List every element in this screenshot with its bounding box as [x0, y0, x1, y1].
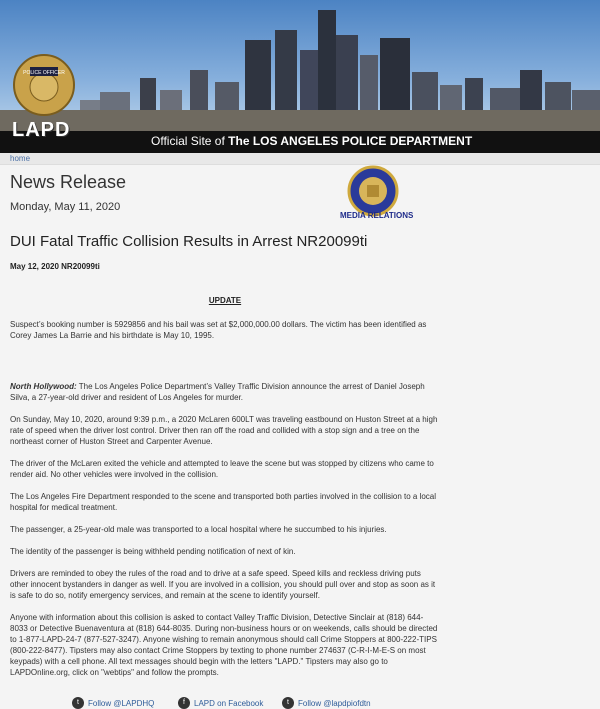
facebook-icon: f — [178, 697, 190, 709]
paragraph-driver: The driver of the McLaren exited the vehicle and attempted to leave the scene but was stopped by citizens who came to render aid. No other vehicles were involved in the collision. — [10, 459, 434, 479]
news-content — [10, 172, 440, 678]
site-title: Official Site of The LOS ANGELES POLICE DEPARTMENT — [151, 134, 473, 148]
lapd-badge-icon — [12, 53, 76, 117]
breadcrumb-home-link[interactable]: home — [10, 154, 31, 163]
paragraph-fire-dept: The Los Angeles Fire Department responded to the scene and transported both parties involved in the collision to a local hospital for medical treatment. — [10, 492, 437, 512]
media-relations-label: MEDIA RELATIONS — [340, 211, 414, 220]
twitter-icon: t — [72, 697, 84, 709]
site-header — [0, 0, 600, 131]
news-headline: DUI Fatal Traffic Collision Results in Arrest NR20099ti — [10, 233, 368, 250]
twitter-icon: t — [282, 697, 294, 709]
paragraph-incident: On Sunday, May 10, 2020, around 9:39 p.m., a 2020 McLaren 600LT was traveling eastbound on Huston Street at a high rate of speed when the driver lost control. Driver then ran off the road and collided with a stop sign and a tree on the northeast corner of Huston Street and Carpenter Avenue. — [10, 415, 438, 446]
update-label: UPDATE — [208, 296, 242, 305]
paragraph-identity: The identity of the passenger is being withheld pending notification of next of kin. — [10, 547, 296, 556]
site-title-bar — [0, 119, 600, 153]
twitter-hq-link[interactable]: t Follow @LAPDHQ — [72, 697, 154, 709]
release-number: May 12, 2020 NR20099ti — [10, 262, 100, 271]
breadcrumb-bar — [0, 153, 600, 165]
twitter-pio-link[interactable]: t Follow @lapdpiofdtn — [282, 697, 371, 709]
paragraph-booking: Suspect’s booking number is 5929856 and his bail was set at $2,000,000.00 dollars. The victim has been identified as Corey James La Barrie and his birthdate is May 10, 1995. — [10, 320, 427, 340]
paragraph-safety: Drivers are reminded to obey the rules of the road and to drive at a safe speed. Speed kills and reckless driving puts other innocent bystanders in danger as well. If you are involved in a collision, you should pull over and stop as soon as it is safe to do so, notify emergency services, and remain at the scene to identify yourself. — [10, 569, 436, 600]
lapd-logo-text: LAPD — [12, 119, 71, 141]
page-title: News Release — [10, 172, 127, 192]
paragraph-contact: Anyone with information about this collision is asked to contact Valley Traffic Division, Detective Sinclair at (818) 644-8033 or Detective Buenaventura at (818) 644-8035. During non-business hours or on weekends, calls should be directed to 1-877-LAPD-24-7 (877-527-3247). Anyone wishing to remain anonymous should call Crime Stoppers at 800-222-TIPS (800-222-8477). Tipsters may also contact Crime Stoppers by texting to phone number 274637 (C-R-I-M-E-S on most keypads) with a cell phone. All text messages should begin with the letters "LAPD." Tipsters may also go to LAPDOnline.org, click on "webtips" and follow the prompts. — [10, 613, 438, 677]
location-label: North Hollywood: — [10, 382, 77, 391]
svg-text:POLICE OFFICER: POLICE OFFICER — [23, 70, 65, 76]
paragraph-arrest: North Hollywood: The Los Angeles Police Department’s Valley Traffic Division announce the arrest of Daniel Joseph Silva, a 27-year-old driver and resident of Los Angeles for murder. — [10, 382, 425, 402]
release-date: Monday, May 11, 2020 — [10, 201, 121, 213]
paragraph-passenger: The passenger, a 25-year-old male was transported to a local hospital where he succumbed to his injuries. — [10, 525, 387, 534]
city-skyline-image — [0, 0, 600, 131]
facebook-link[interactable]: f LAPD on Facebook — [178, 697, 263, 709]
